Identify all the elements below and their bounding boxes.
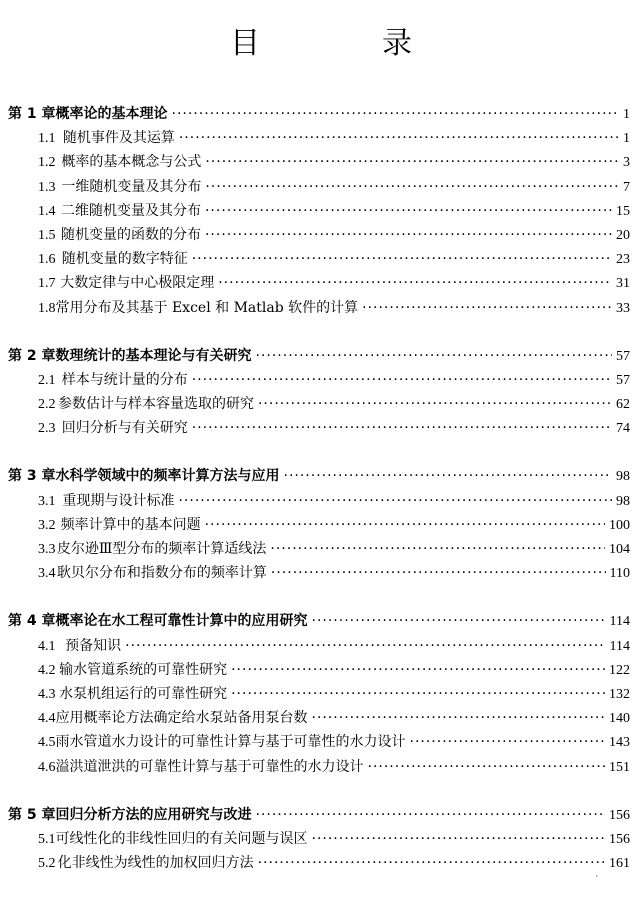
section-title: 随机事件及其运算 [62, 130, 175, 147]
chapter-block [0, 344, 642, 441]
page-number: 74 [616, 421, 630, 437]
chapter-block [0, 464, 642, 585]
page-number: 7 [623, 179, 630, 195]
section-number: 1.6 [38, 252, 56, 268]
section-number: 1.8 [38, 300, 56, 316]
section-number: 5.1 [38, 831, 56, 847]
toc-section-entry[interactable] [0, 851, 642, 875]
dot-leader [178, 489, 612, 513]
dot-leader [284, 464, 613, 488]
toc-chapter-entry[interactable] [0, 464, 642, 488]
section-number: 1.7 [38, 276, 56, 292]
section-number: 4.1 [38, 638, 56, 654]
toc-chapter-entry[interactable] [0, 803, 642, 827]
dot-leader [271, 561, 606, 585]
section-number: 5.2 [38, 856, 56, 872]
dot-leader [256, 344, 613, 368]
dot-leader [205, 199, 612, 223]
section-title: 概率的基本概念与公式 [61, 154, 202, 171]
section-title: 参数估计与样本容量选取的研究 [57, 396, 254, 413]
toc-section-entry[interactable] [0, 634, 642, 658]
section-title: 一维随机变量及其分布 [61, 178, 202, 195]
page-number: 100 [609, 517, 630, 533]
toc-chapter-entry[interactable] [0, 102, 642, 126]
toc-section-entry[interactable] [0, 296, 642, 320]
dot-leader [368, 755, 606, 779]
section-title: 皮尔逊Ⅲ型分布的频率计算适线法 [56, 541, 267, 557]
chapter-number: 第 3 章 [8, 468, 56, 485]
toc-section-entry[interactable] [0, 150, 642, 174]
table-of-contents [0, 102, 642, 899]
chapter-block [0, 102, 642, 320]
page-number: 62 [616, 397, 630, 413]
page-number: 161 [609, 856, 630, 872]
chapter-title: 数理统计的基本理论与有关研究 [55, 347, 252, 364]
page-number: 114 [609, 638, 630, 654]
page-number: 140 [609, 711, 630, 727]
section-number: 4.3 [38, 686, 56, 702]
page-number: 98 [616, 469, 630, 485]
section-number: 2.2 [38, 397, 56, 413]
section-title: 常用分布及其基于 Excel 和 Matlab 软件的计算 [55, 299, 359, 316]
dot-leader [410, 730, 606, 754]
toc-section-entry[interactable] [0, 271, 642, 295]
page-number: 122 [609, 662, 630, 678]
dot-leader [205, 150, 619, 174]
page-number: 151 [609, 759, 630, 775]
dot-leader [205, 175, 619, 199]
chapter-title: 概率论在水工程可靠性计算中的应用研究 [55, 613, 308, 630]
toc-section-entry[interactable] [0, 416, 642, 440]
toc-section-entry[interactable] [0, 223, 642, 247]
toc-chapter-entry[interactable] [0, 344, 642, 368]
dot-leader [192, 416, 612, 440]
section-number: 4.6 [38, 759, 56, 775]
dot-leader [205, 223, 612, 247]
chapter-block [0, 803, 642, 876]
section-title: 随机变量的函数的分布 [60, 226, 201, 243]
page-number: 104 [609, 542, 630, 557]
page-number: 20 [616, 227, 630, 243]
toc-section-entry[interactable] [0, 175, 642, 199]
section-title: 化非线性为线性的加权回归方法 [57, 855, 254, 872]
toc-section-entry[interactable] [0, 392, 642, 416]
dot-leader [192, 368, 612, 392]
page-number: 143 [609, 735, 630, 751]
chapter-block [0, 609, 642, 778]
page-number: 156 [609, 831, 630, 847]
section-number: 3.2 [38, 517, 56, 533]
section-title: 样本与统计量的分布 [61, 371, 188, 388]
toc-section-entry[interactable] [0, 199, 642, 223]
section-number: 3.4 [38, 566, 56, 582]
section-number: 1.1 [38, 131, 56, 147]
section-number: 3.3 [38, 542, 56, 557]
toc-section-entry[interactable] [0, 368, 642, 392]
page-number: 57 [616, 348, 630, 364]
page-number: 3 [623, 155, 630, 171]
toc-section-entry[interactable] [0, 658, 642, 682]
section-title: 大数定律与中心极限定理 [60, 275, 215, 292]
section-title: 耿贝尔分布和指数分布的频率计算 [56, 565, 267, 582]
page-number: 1 [623, 107, 630, 122]
chapter-number: 第 1 章 [8, 106, 56, 122]
dot-leader [192, 247, 612, 271]
section-number: 1.5 [38, 227, 56, 243]
toc-section-entry[interactable] [0, 755, 642, 779]
dot-leader [231, 658, 605, 682]
chapter-number: 第 5 章 [8, 806, 56, 823]
dot-leader [362, 296, 612, 320]
section-title: 可线性化的非线性回归的有关问题与误区 [55, 830, 308, 847]
toc-section-entry[interactable] [0, 827, 642, 851]
section-title: 雨水管道水力设计的可靠性计算与基于可靠性的水力设计 [55, 734, 406, 751]
section-number: 3.1 [38, 493, 56, 509]
section-number: 4.5 [38, 735, 56, 751]
chapter-title: 回归分析方法的应用研究与改进 [55, 806, 252, 823]
section-title: 回归分析与有关研究 [61, 420, 188, 437]
section-title: 应用概率论方法确定给水泵站备用泵台数 [55, 710, 308, 727]
section-title: 重现期与设计标准 [62, 492, 175, 509]
toc-section-entry[interactable] [0, 706, 642, 730]
section-number: 2.1 [38, 372, 56, 388]
dot-leader [258, 851, 605, 875]
page-number: 15 [616, 203, 630, 219]
dot-leader [312, 609, 606, 633]
toc-section-entry[interactable] [0, 247, 642, 271]
chapter-number: 第 2 章 [8, 347, 56, 364]
section-number: 4.4 [38, 711, 56, 727]
toc-section-entry[interactable] [0, 537, 642, 561]
toc-section-entry[interactable] [0, 513, 642, 537]
toc-section-entry[interactable] [0, 561, 642, 585]
section-title: 水泵机组运行的可靠性研究 [59, 685, 228, 702]
chapter-number: 第 4 章 [8, 613, 56, 630]
page-number: 110 [609, 566, 630, 582]
section-number: 1.3 [38, 179, 56, 195]
page-title: 目 录 [230, 26, 458, 61]
toc-chapter-entry[interactable] [0, 609, 642, 633]
toc-section-entry[interactable] [0, 126, 642, 150]
section-title: 随机变量的数字特征 [61, 251, 188, 268]
section-number: 4.2 [38, 662, 56, 678]
section-number: 1.4 [38, 203, 56, 219]
chapter-title: 概率论的基本理论 [55, 106, 168, 122]
section-number: 2.3 [38, 421, 56, 437]
dot-leader [312, 706, 606, 730]
dot-leader [218, 271, 612, 295]
dot-leader [256, 803, 606, 827]
page-number: 33 [616, 300, 630, 316]
page-number: 1 [623, 131, 630, 147]
page-number: 23 [616, 252, 630, 268]
section-number: 1.2 [38, 155, 56, 171]
dot-leader [125, 634, 605, 658]
page-number: 114 [609, 614, 630, 630]
dot-leader [231, 682, 605, 706]
dot-leader [179, 126, 619, 150]
section-title: 输水管道系统的可靠性研究 [59, 661, 228, 678]
section-title: 预备知识 [65, 637, 122, 654]
page-number: 31 [616, 276, 630, 292]
section-title: 频率计算中的基本问题 [60, 516, 201, 533]
page-number: 98 [616, 493, 630, 509]
page-number: 132 [609, 686, 630, 702]
toc-section-entry[interactable] [0, 682, 642, 706]
chapter-title: 水科学领域中的频率计算方法与应用 [55, 468, 280, 485]
dot-leader [312, 827, 606, 851]
section-title: 二维随机变量及其分布 [60, 202, 201, 219]
page-number: 156 [609, 807, 630, 823]
toc-section-entry[interactable] [0, 489, 642, 513]
toc-section-entry[interactable] [0, 730, 642, 754]
section-title: 溢洪道泄洪的可靠性计算与基于可靠性的水力设计 [55, 758, 364, 775]
dot-leader [172, 102, 620, 126]
dot-leader [270, 537, 605, 561]
dot-leader [205, 513, 605, 537]
dot-leader [258, 392, 612, 416]
page-marker: · [595, 872, 598, 881]
page-number: 57 [616, 372, 630, 388]
